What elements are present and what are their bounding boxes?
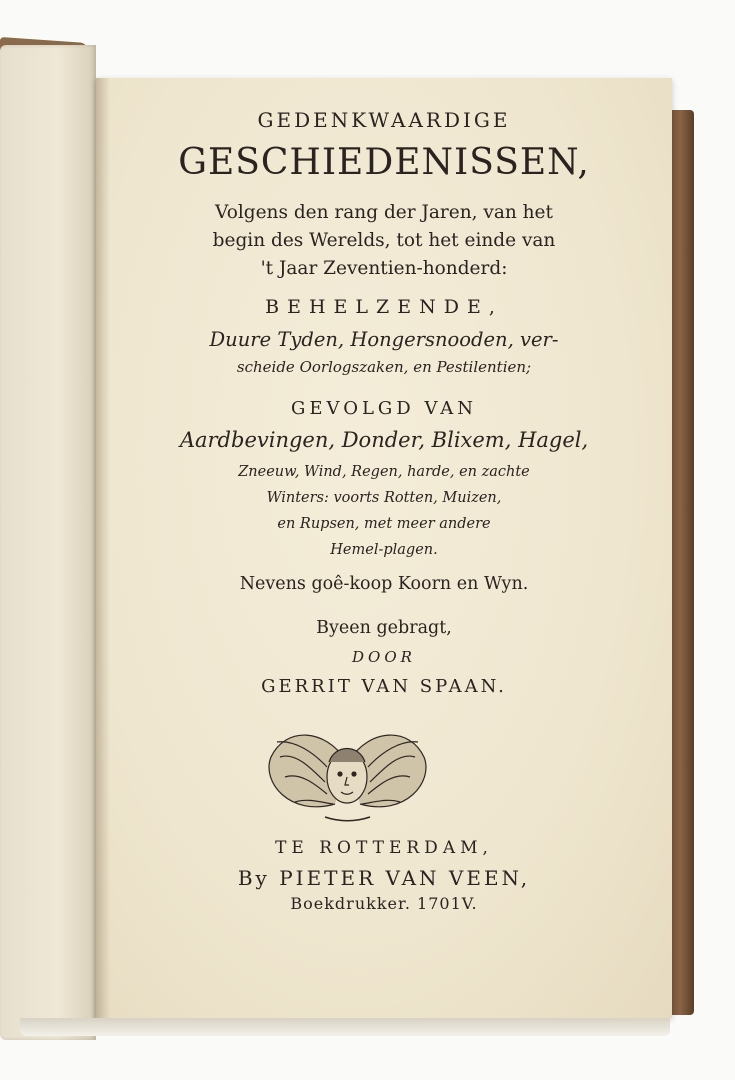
imprint-city: TE ROTTERDAM,: [275, 838, 493, 858]
content-line-6: en Rupsen, met meer andere: [277, 516, 491, 532]
section-heading-gevolgd: GEVOLGD VAN: [291, 398, 477, 419]
content-line-8: Nevens goê-koop Koorn en Wyn.: [239, 574, 529, 594]
title-line-2: GESCHIEDENISSEN,: [178, 142, 590, 183]
content-line-5: Winters: voorts Rotten, Muizen,: [266, 490, 502, 506]
subtitle-line-3: 't Jaar Zeventien-honderd:: [260, 258, 508, 279]
content-line-1: Duure Tyden, Hongersnooden, ver-: [209, 328, 559, 351]
subtitle-line-2: begin des Werelds, tot het einde van: [212, 230, 556, 251]
content-line-4: Zneeuw, Wind, Regen, harde, en zachte: [238, 464, 530, 480]
content-line-2: scheide Oorlogszaken, en Pestilentien;: [236, 358, 532, 376]
subtitle-line-1: Volgens den rang der Jaren, van het: [215, 202, 553, 223]
door-line: DOOR: [352, 648, 416, 666]
content-line-3: Aardbevingen, Donder, Blixem, Hagel,: [179, 428, 589, 452]
section-heading-behelzende: BEHELZENDE,: [265, 296, 503, 318]
book-front-board: [0, 45, 96, 1040]
book-bottom-edge: [20, 1018, 670, 1036]
compiled-line: Byeen gebragt,: [316, 618, 452, 638]
title-line-1: GEDENKWAARDIGE: [257, 108, 511, 132]
winged-cherub-head-icon: [265, 722, 430, 827]
imprint-year: Boekdrukker. 1701V.: [290, 894, 478, 913]
author-name: GERRIT VAN SPAAN.: [261, 676, 507, 697]
content-line-7: Hemel-plagen.: [330, 542, 438, 558]
imprint-printer: By PIETER VAN VEEN,: [237, 866, 531, 890]
